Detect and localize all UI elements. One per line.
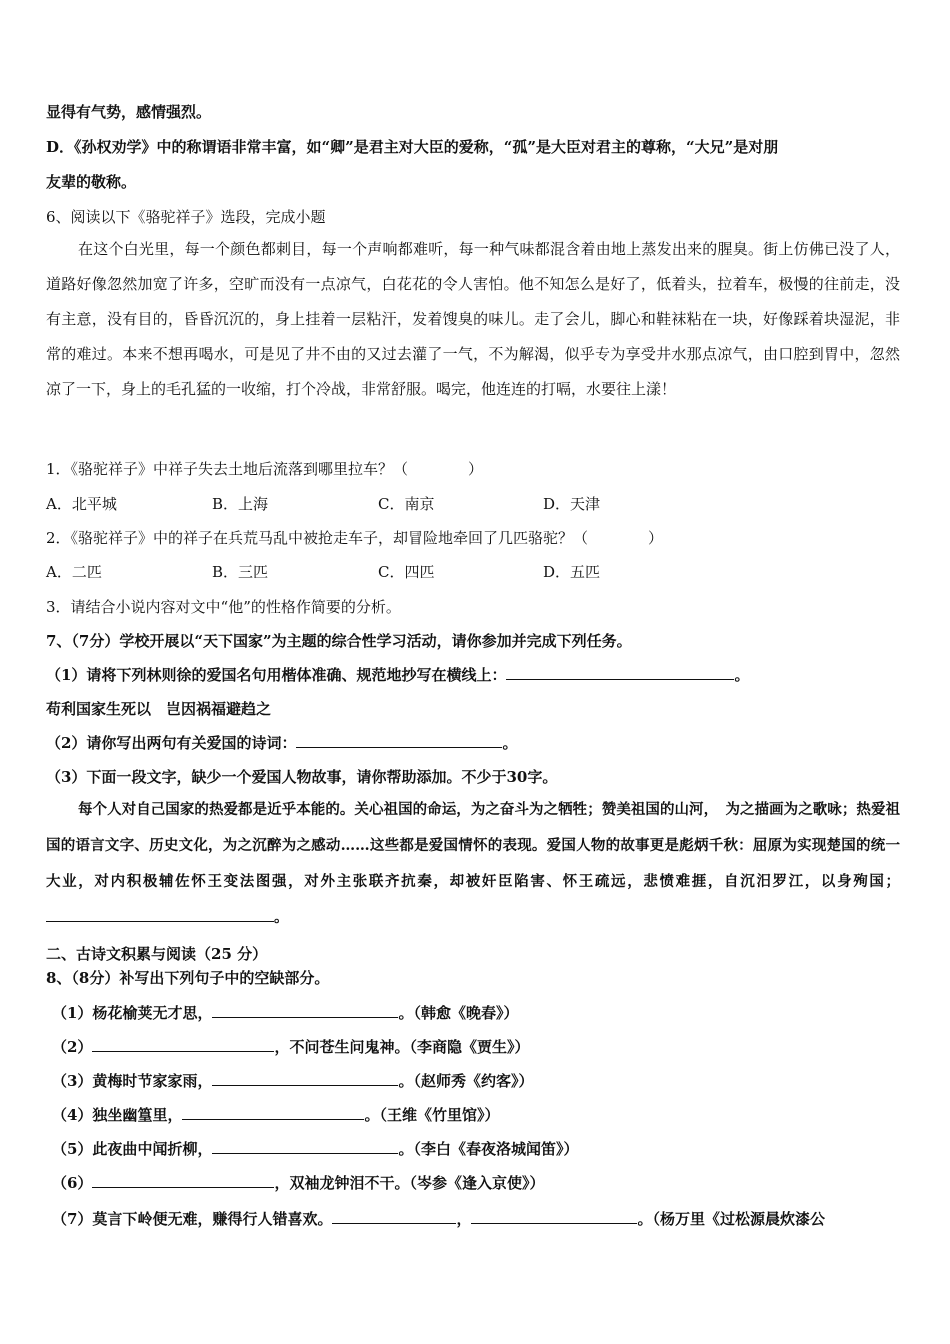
q8-item-6-post: ，双袖龙钟泪不干。（岑参《逢入京使》） (274, 1174, 545, 1192)
q7-paragraph-end: 。 (274, 909, 289, 926)
q6-sub1-option-c: C．南京 (378, 495, 435, 513)
q8-item-5-pre: （5）此夜曲中闻折柳， (52, 1140, 213, 1158)
q8-item-3-post: 。（赵师秀《约客》） (398, 1072, 534, 1090)
q6-sub2-option-d: D．五匹 (543, 563, 601, 581)
q8-item-5 (52, 1139, 578, 1159)
q8-item-2 (52, 1037, 529, 1057)
answer-blank[interactable] (212, 1139, 398, 1154)
answer-blank[interactable] (296, 733, 502, 748)
q8-item-7-mid: ， (456, 1210, 472, 1228)
q7-task-3: （3）下面一段文字，缺少一个爱国人物故事，请你帮助添加。不少于30字。 (46, 768, 558, 786)
q8-item-2-pre: （2） (52, 1038, 93, 1056)
q7-task-2-text: （2）请你写出两句有关爱国的诗词： (46, 734, 297, 752)
q8-item-7-post: 。（杨万里《过松源晨炊漆公 (637, 1210, 825, 1228)
q8-item-3-pre: （3）黄梅时节家家雨， (52, 1072, 213, 1090)
option-d-line-1: D．《孙权劝学》中的称谓语非常丰富，如“卿”是君主对大臣的爱称，“孤”是大臣对君主的尊称，“大兄”是对朋 (46, 138, 779, 156)
q7-task-1-end: 。 (734, 666, 750, 684)
answer-blank[interactable] (212, 1003, 398, 1018)
q8-item-6 (52, 1173, 544, 1193)
q6-sub2-question: 2．《骆驼祥子》中的祥子在兵荒马乱中被抢走车子，却冒险地牵回了几匹骆驼？（ ） (46, 529, 664, 547)
q6-sub2-option-b: B．三匹 (212, 563, 269, 581)
q7-paragraph-text: 每个人对自己国家的热爱都是近乎本能的。关心祖国的命运，为之奋斗为之牺牲；赞美祖国的山河， 为之描画为之歌咏；热爱祖国的语言文字、历史文化，为之沉醉为之感动……这些都是爱国情怀的表现。爱国人物的故事更是彪炳千秋：屈原为实现楚国的统一大业，对内积极辅佐怀王变法图强，对外主张联齐抗秦，却被奸臣陷害、怀王疏远，悲愤难捱，自沉汨罗江，以身殉国； (46, 801, 900, 890)
q6-sub1-option-d: D．天津 (543, 495, 601, 513)
q6-passage: 在这个白光里，每一个颜色都刺目，每一个声响都难听，每一种气味都混含着由地上蒸发出来的腥臭。街上仿佛已没了人，道路好像忽然加宽了许多，空旷而没有一点凉气，白花花的令人害怕。他不知怎么是好了，低着头，拉着车，极慢的往前走，没有主意，没有目的，昏昏沉沉的，身上挂着一层粘汗，发着馊臭的味儿。走了会儿，脚心和鞋袜粘在一块，好像踩着块湿泥，非常的难过。本来不想再喝水，可是见了井不由的又过去灌了一气，不为解渴，似乎专为享受井水那点凉气，由口腔到胃中，忽然凉了一下，身上的毛孔猛的一收缩，打个冷战，非常舒服。喝完，他连连的打嗝，水要往上漾！ (46, 240, 900, 398)
answer-blank[interactable] (182, 1105, 364, 1120)
q8-item-3 (52, 1071, 533, 1091)
q6-sub3-question: 3．请结合小说内容对文中“他”的性格作简要的分析。 (46, 598, 401, 616)
q6-sub1-option-a: A．北平城 (46, 495, 117, 513)
q8-item-4-post: 。（王维《竹里馆》） (364, 1106, 500, 1124)
answer-blank[interactable] (92, 1173, 274, 1188)
q7-task-2 (46, 733, 517, 753)
q7-heading: 7、（7分）学校开展以“天下国家”为主题的综合性学习活动，请你参加并完成下列任务。 (46, 632, 632, 650)
q7-task-1 (46, 665, 749, 685)
q8-item-1-post: 。（韩愈《晚春》） (398, 1004, 519, 1022)
q8-item-4 (52, 1105, 499, 1125)
q7-paragraph (46, 792, 900, 936)
q8-item-7 (52, 1209, 825, 1229)
q8-item-7-pre: （7）莫言下岭便无难，赚得行人错喜欢。 (52, 1210, 333, 1228)
option-d-line-2: 友辈的敬称。 (46, 173, 137, 191)
q8-item-4-pre: （4）独坐幽篁里， (52, 1106, 183, 1124)
answer-blank[interactable] (46, 907, 274, 922)
answer-blank[interactable] (506, 665, 734, 680)
q8-item-6-pre: （6） (52, 1174, 93, 1192)
answer-blank[interactable] (332, 1209, 456, 1224)
section-2-heading: 二、古诗文积累与阅读（25 分） (46, 945, 268, 963)
q8-item-5-post: 。（李白《春夜洛城闻笛》） (398, 1140, 579, 1158)
q8-item-2-post: ，不问苍生问鬼神。（李商隐《贾生》） (274, 1038, 530, 1056)
q7-quote: 苟利国家生死以 岂因祸福避趋之 (46, 700, 272, 718)
q6-sub1-option-b: B．上海 (212, 495, 269, 513)
q6-heading: 6、阅读以下《骆驼祥子》选段，完成小题 (46, 208, 326, 226)
q6-sub2-option-a: A．二匹 (46, 563, 102, 581)
answer-blank[interactable] (471, 1209, 637, 1224)
q7-task-2-end: 。 (502, 734, 518, 752)
q8-heading: 8、（8分）补写出下列句子中的空缺部分。 (46, 969, 330, 987)
q7-task-1-text: （1）请将下列林则徐的爱国名句用楷体准确、规范地抄写在横线上： (46, 666, 507, 684)
q8-item-1 (52, 1003, 518, 1023)
q6-sub1-question: 1．《骆驼祥子》中祥子失去土地后流落到哪里拉车？（ ） (46, 460, 484, 478)
intro-line-1: 显得有气势，感情强烈。 (46, 103, 212, 121)
answer-blank[interactable] (212, 1071, 398, 1086)
q8-item-1-pre: （1）杨花榆荚无才思， (52, 1004, 213, 1022)
q6-sub2-option-c: C．四匹 (378, 563, 435, 581)
answer-blank[interactable] (92, 1037, 274, 1052)
